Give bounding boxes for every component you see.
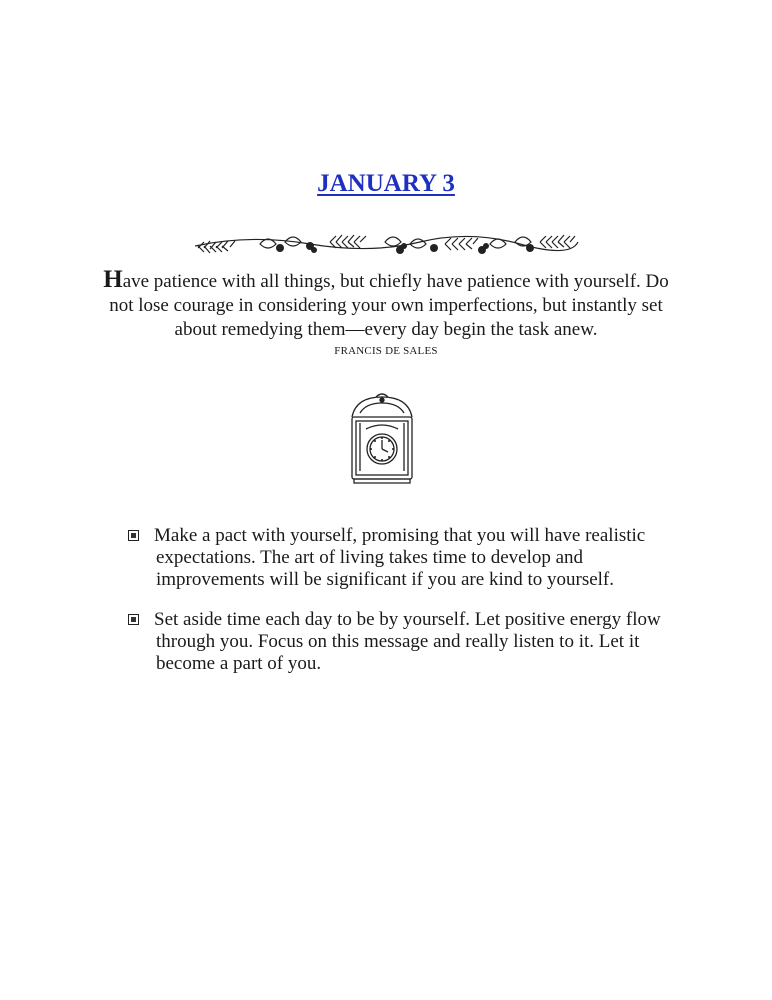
page-title: JANUARY 3 xyxy=(317,170,455,197)
list-item xyxy=(128,609,688,675)
list-item xyxy=(128,525,688,591)
quote-author: FRANCIS DE SALES xyxy=(334,345,438,357)
holly-garland-icon xyxy=(190,228,582,258)
quote-text xyxy=(90,268,682,342)
tip-text: Set aside time each day to be by yourself. Let positive energy flow through you. Focus on this message and really listen to it. Let it become a part of you. xyxy=(154,609,661,674)
grandfather-clock-icon xyxy=(346,393,418,485)
tips-list xyxy=(128,525,688,693)
square-bullet-icon xyxy=(128,614,139,625)
quote-dropcap: H xyxy=(103,266,123,293)
quote-body: ave patience with all things, but chiefly have patience with yourself. Do not lose courage in considering your own imperfections, but instantly set about remedying them—every day begin the task anew. xyxy=(109,271,669,340)
tip-text: Make a pact with yourself, promising that you will have realistic expectations. The art of living takes time to develop and improvements will be significant if you are kind to yourself. xyxy=(154,525,646,590)
square-bullet-icon xyxy=(128,530,139,541)
